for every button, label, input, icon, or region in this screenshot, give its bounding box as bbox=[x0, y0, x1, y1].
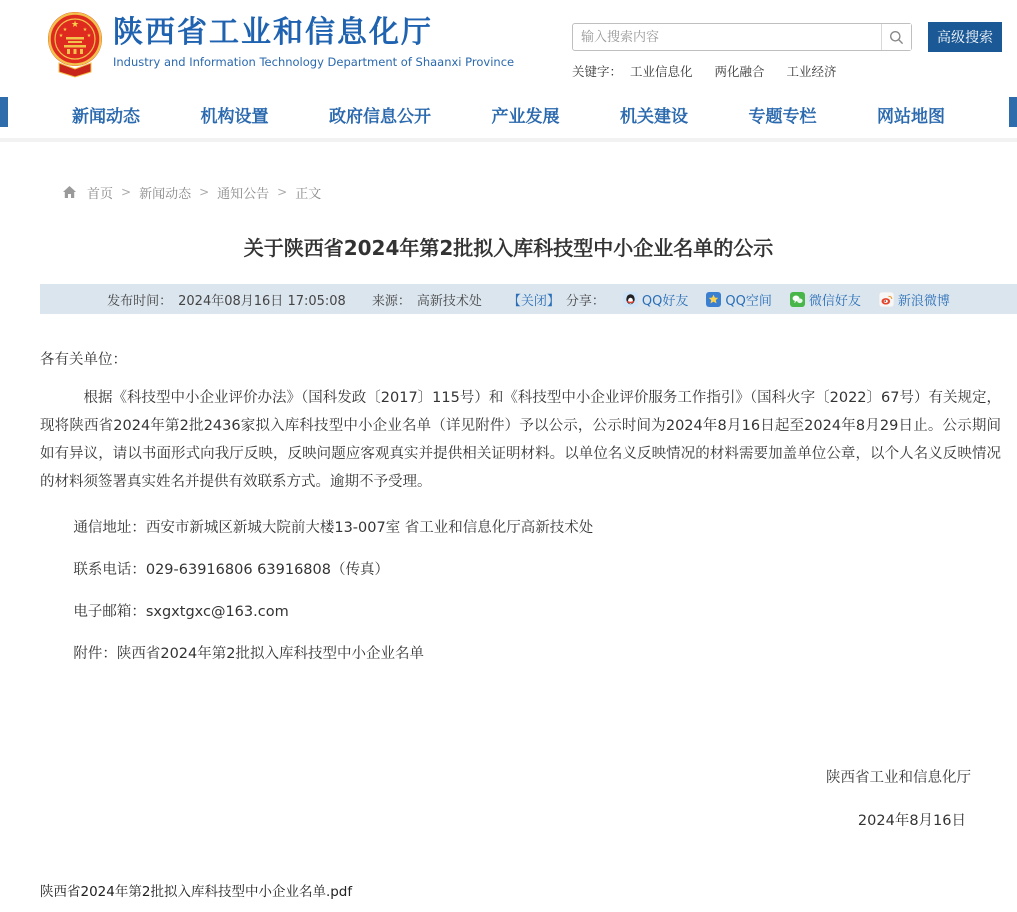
nav-item-organization[interactable]: 机构设置 bbox=[200, 106, 269, 127]
svg-text:★: ★ bbox=[70, 20, 80, 30]
qq-icon bbox=[623, 292, 638, 307]
breadcrumb-current: 正文 bbox=[295, 186, 322, 202]
wechat-icon bbox=[790, 292, 805, 307]
keyword-link-industrial-economy[interactable]: 工业经济 bbox=[786, 64, 837, 79]
main-content bbox=[0, 142, 1017, 835]
site-logo[interactable] bbox=[47, 10, 514, 78]
advanced-search-button[interactable]: 高级搜索 bbox=[928, 22, 1002, 52]
nav-item-topics[interactable]: 专题专栏 bbox=[748, 106, 817, 127]
article-body bbox=[40, 346, 1017, 835]
article-paragraph: 根据《科技型中小企业评价办法》（国科发政〔2017〕115号）和《科技型中小企业评价服务工作指引》（国科火字〔2022〕67号）有关规定，现将陕西省2024年第2批2436家拟入库科技型中小企业名单（详见附件）予以公示，公示时间为2024年8月16日起至2024年8月29日止。公示期间如有异议，请以书面形式向我厅反映，反映问题应客观真实并提供相关证明材料。以单位名义反映情况的材料需要加盖单位公章，以个人名义反映情况的材料须签署真实姓名并提供有效联系方式。逾期不予受理。 bbox=[40, 390, 1001, 490]
nav-right-cap bbox=[1009, 97, 1017, 127]
contact-address: 通信地址：西安市新城区新城大院前大楼13-007室 省工业和信息化厅高新技术处 bbox=[73, 520, 594, 536]
article-title: 关于陕西省2024年第2批拟入库科技型中小企业名单的公示 bbox=[243, 236, 774, 260]
svg-text:★: ★ bbox=[58, 33, 64, 39]
search-box bbox=[572, 23, 912, 51]
breadcrumb-news[interactable]: 新闻动态 bbox=[139, 186, 192, 202]
qzone-icon bbox=[706, 292, 721, 307]
home-icon bbox=[62, 185, 77, 199]
nav-left-cap bbox=[0, 97, 8, 127]
article-meta-bar bbox=[40, 284, 1017, 314]
svg-text:★: ★ bbox=[62, 27, 68, 33]
nav-item-gov-info[interactable]: 政府信息公开 bbox=[329, 106, 431, 127]
share-qq-friend[interactable]: QQ好友 bbox=[623, 290, 688, 309]
keyword-link-integration[interactable]: 两化融合 bbox=[714, 64, 765, 79]
search-keywords bbox=[572, 62, 1002, 80]
search-icon bbox=[889, 30, 904, 45]
site-header bbox=[0, 0, 1017, 90]
share-qzone[interactable]: QQ空间 bbox=[706, 290, 771, 309]
salutation: 各有关单位： bbox=[40, 352, 127, 368]
signature-org: 陕西省工业和信息化厅 bbox=[826, 770, 971, 786]
main-nav bbox=[0, 90, 1017, 138]
source-label: 来源： bbox=[371, 293, 411, 309]
share-label: 分享： bbox=[565, 293, 605, 309]
nav-item-agency[interactable]: 机关建设 bbox=[620, 106, 688, 127]
breadcrumb-home[interactable]: 首页 bbox=[87, 186, 114, 202]
breadcrumb-separator: > bbox=[199, 185, 210, 199]
close-button[interactable]: 【关闭】 bbox=[507, 293, 560, 309]
keywords-label: 关键字： bbox=[572, 64, 623, 79]
svg-text:★: ★ bbox=[86, 33, 92, 39]
breadcrumb bbox=[40, 182, 1017, 202]
search-input[interactable] bbox=[573, 25, 881, 49]
search-area bbox=[572, 10, 1002, 80]
national-emblem-icon bbox=[47, 10, 103, 78]
share-weibo[interactable]: 新浪微博 bbox=[879, 290, 950, 309]
keyword-link-industry-informatization[interactable]: 工业信息化 bbox=[630, 64, 693, 79]
breadcrumb-separator: > bbox=[121, 185, 132, 199]
nav-item-industry[interactable]: 产业发展 bbox=[491, 106, 560, 127]
search-icon-button[interactable] bbox=[881, 24, 911, 50]
signature-date: 2024年8月16日 bbox=[857, 813, 966, 829]
weibo-icon bbox=[879, 292, 894, 307]
publish-label: 发布时间： bbox=[107, 293, 173, 309]
nav-item-sitemap[interactable]: 网站地图 bbox=[877, 106, 945, 127]
contact-email: 电子邮箱：sxgxtgxc@163.com bbox=[73, 604, 289, 620]
source-value: 高新技术处 bbox=[416, 293, 482, 309]
svg-text:★: ★ bbox=[82, 27, 88, 33]
site-title: 陕西省工业和信息化厅 bbox=[113, 15, 433, 50]
attachment-pdf-link[interactable]: 陕西省2024年第2批拟入库科技型中小企业名单.pdf bbox=[40, 884, 353, 900]
nav-item-news[interactable]: 新闻动态 bbox=[72, 106, 140, 127]
contact-phone: 联系电话：029-63916806 63916808（传真） bbox=[73, 562, 389, 578]
share-wechat[interactable]: 微信好友 bbox=[790, 290, 861, 309]
breadcrumb-separator: > bbox=[277, 185, 288, 199]
publish-time: 2024年08月16日 17:05:08 bbox=[178, 293, 346, 309]
site-subtitle: Industry and Information Technology Department of Shaanxi Province bbox=[113, 55, 515, 69]
attachment-line: 附件：陕西省2024年第2批拟入库科技型中小企业名单 bbox=[73, 646, 424, 662]
breadcrumb-notices[interactable]: 通知公告 bbox=[217, 186, 270, 202]
